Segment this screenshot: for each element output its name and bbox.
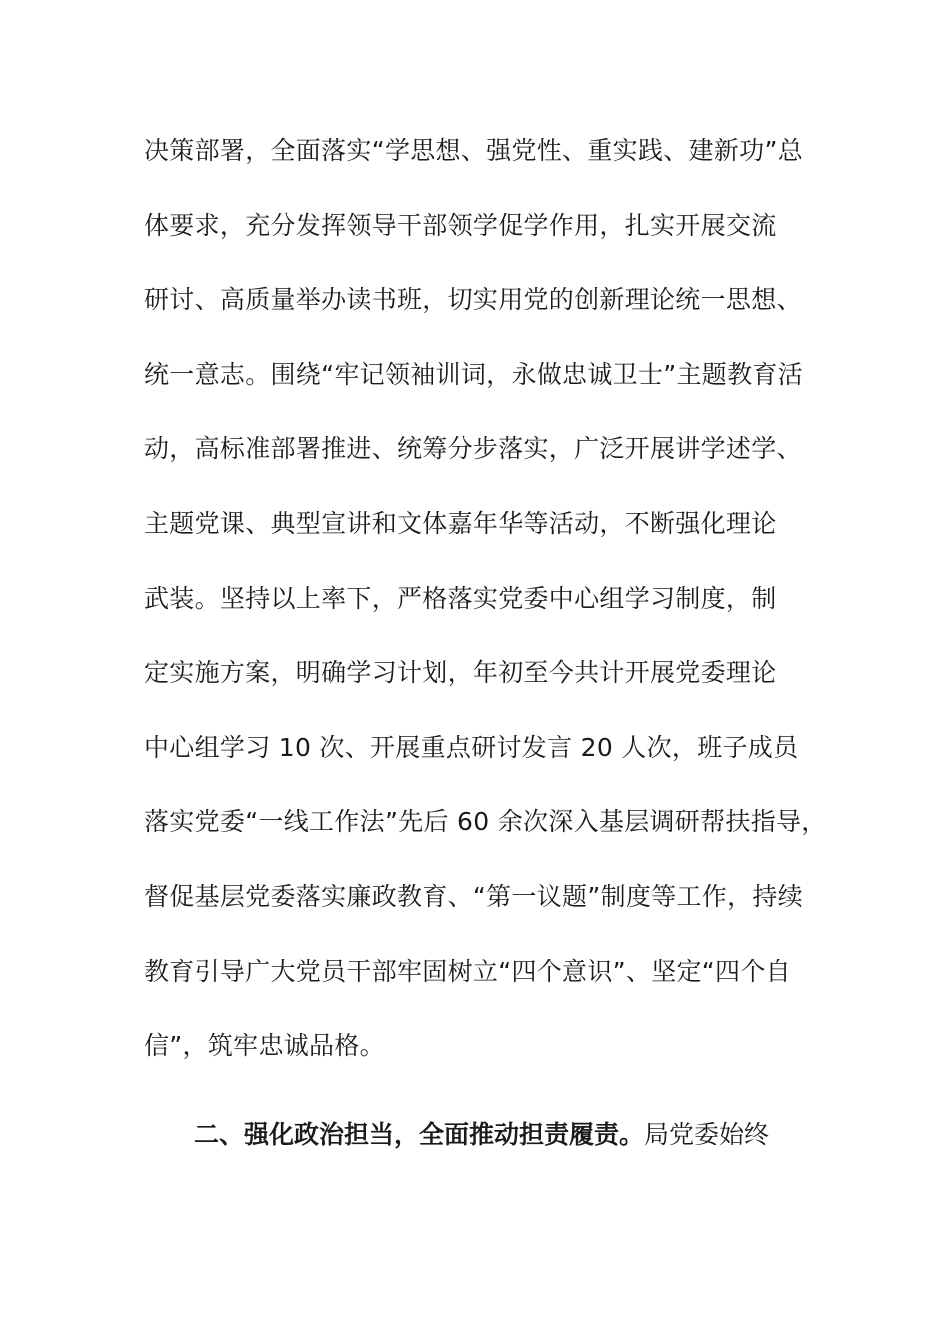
text-line: 落实党委“一线工作法”先后 60 余次深入基层调研帮扶指导， [144,807,827,837]
section-heading: 二、强化政治担当，全面推动担责履责。 [194,1120,645,1149]
text-line: 信”，筑牢忠诚品格。 [144,1031,385,1061]
text-line: 中心组学习 10 次、开展重点研讨发言 20 人次，班子成员 [144,732,799,762]
text-line: 定实施方案，明确学习计划，年初至今共计开展党委理论 [144,658,777,688]
text-line: 统一意志。围绕“牢记领袖训词，永做忠诚卫士”主题教育活 [144,359,804,389]
text-line: 督促基层党委落实廉政教育、“第一议题”制度等工作，持续 [144,881,804,911]
text-line: 武装。坚持以上率下，严格落实党委中心组学习制度，制 [144,583,777,613]
section-paragraph [144,1112,824,1158]
text-line: 决策部署，全面落实“学思想、强党性、重实践、建新功”总 [144,136,804,165]
body-paragraph [144,128,827,1098]
text-line: 研讨、高质量举办读书班，切实用党的创新理论统一思想、 [144,285,802,315]
text-line: 主题党课、典型宣讲和文体嘉年华等活动，不断强化理论 [144,508,777,538]
section-text: 局党委始终 [644,1120,770,1149]
text-line: 教育引导广大党员干部牢固树立“四个意识”、坚定“四个自 [144,956,791,986]
text-line: 动，高标准部署推进、统筹分步落实，广泛开展讲学述学、 [144,434,802,464]
text-line: 体要求，充分发挥领导干部领学促学作用，扎实开展交流 [144,210,777,240]
